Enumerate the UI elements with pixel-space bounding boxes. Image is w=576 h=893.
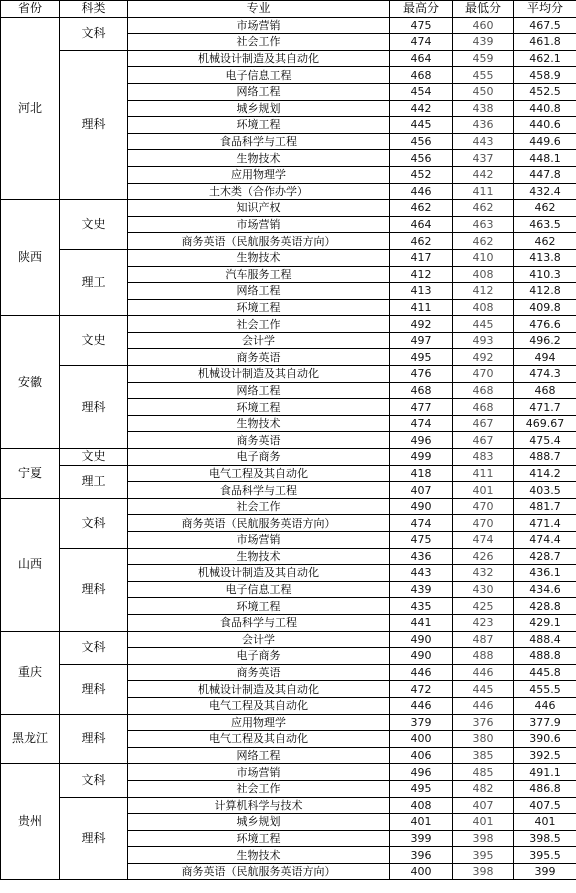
table-header-row (1, 1, 576, 18)
province-cell: 重庆 (1, 631, 60, 714)
max-score-cell: 464 (390, 216, 453, 233)
header-major: 专业 (128, 1, 390, 18)
max-score-cell: 496 (390, 764, 453, 781)
min-score-cell: 467 (453, 415, 514, 432)
min-score-cell: 470 (453, 498, 514, 515)
major-cell: 食品科学与工程 (128, 482, 390, 499)
avg-score-cell: 458.9 (514, 67, 576, 84)
min-score-cell: 423 (453, 614, 514, 631)
major-cell: 电子信息工程 (128, 581, 390, 598)
province-cell: 贵州 (1, 764, 60, 880)
max-score-cell: 399 (390, 830, 453, 847)
max-score-cell: 446 (390, 664, 453, 681)
min-score-cell: 408 (453, 266, 514, 283)
min-score-cell: 445 (453, 681, 514, 698)
max-score-cell: 442 (390, 100, 453, 117)
min-score-cell: 436 (453, 117, 514, 134)
max-score-cell: 454 (390, 83, 453, 100)
min-score-cell: 439 (453, 34, 514, 51)
table-row (1, 664, 576, 681)
avg-score-cell: 486.8 (514, 780, 576, 797)
min-score-cell: 443 (453, 133, 514, 150)
min-score-cell: 467 (453, 432, 514, 449)
avg-score-cell: 462 (514, 233, 576, 250)
avg-score-cell: 403.5 (514, 482, 576, 499)
major-cell: 网络工程 (128, 382, 390, 399)
major-cell: 市场营销 (128, 532, 390, 549)
major-cell: 电气工程及其自动化 (128, 697, 390, 714)
min-score-cell: 487 (453, 631, 514, 648)
avg-score-cell: 455.5 (514, 681, 576, 698)
min-score-cell: 462 (453, 233, 514, 250)
avg-score-cell: 463.5 (514, 216, 576, 233)
max-score-cell: 499 (390, 449, 453, 466)
avg-score-cell: 412.8 (514, 283, 576, 300)
min-score-cell: 376 (453, 714, 514, 731)
table-row (1, 316, 576, 333)
min-score-cell: 442 (453, 166, 514, 183)
min-score-cell: 488 (453, 648, 514, 665)
major-cell: 商务英语 (128, 664, 390, 681)
max-score-cell: 407 (390, 482, 453, 499)
max-score-cell: 413 (390, 283, 453, 300)
header-min-score: 最低分 (453, 1, 514, 18)
avg-score-cell: 377.9 (514, 714, 576, 731)
table-row (1, 714, 576, 731)
major-cell: 电气工程及其自动化 (128, 465, 390, 482)
major-cell: 城乡规划 (128, 100, 390, 117)
min-score-cell: 412 (453, 283, 514, 300)
min-score-cell: 395 (453, 847, 514, 864)
min-score-cell: 459 (453, 50, 514, 67)
min-score-cell: 450 (453, 83, 514, 100)
avg-score-cell: 428.7 (514, 548, 576, 565)
major-cell: 商务英语（民航服务英语方向） (128, 233, 390, 250)
max-score-cell: 412 (390, 266, 453, 283)
major-cell: 土木类（合作办学） (128, 183, 390, 200)
major-cell: 环境工程 (128, 117, 390, 134)
major-cell: 商务英语 (128, 349, 390, 366)
avg-score-cell: 409.8 (514, 299, 576, 316)
min-score-cell: 485 (453, 764, 514, 781)
avg-score-cell: 471.7 (514, 399, 576, 416)
category-cell: 理科 (60, 548, 128, 631)
min-score-cell: 470 (453, 366, 514, 383)
min-score-cell: 482 (453, 780, 514, 797)
major-cell: 机械设计制造及其自动化 (128, 366, 390, 383)
major-cell: 会计学 (128, 631, 390, 648)
min-score-cell: 426 (453, 548, 514, 565)
min-score-cell: 446 (453, 664, 514, 681)
min-score-cell: 438 (453, 100, 514, 117)
avg-score-cell: 407.5 (514, 797, 576, 814)
max-score-cell: 406 (390, 747, 453, 764)
max-score-cell: 462 (390, 233, 453, 250)
min-score-cell: 398 (453, 863, 514, 880)
max-score-cell: 408 (390, 797, 453, 814)
avg-score-cell: 467.5 (514, 17, 576, 34)
province-cell: 宁夏 (1, 449, 60, 499)
max-score-cell: 475 (390, 17, 453, 34)
major-cell: 环境工程 (128, 598, 390, 615)
major-cell: 食品科学与工程 (128, 133, 390, 150)
category-cell: 文科 (60, 17, 128, 50)
min-score-cell: 468 (453, 382, 514, 399)
min-score-cell: 408 (453, 299, 514, 316)
min-score-cell: 398 (453, 830, 514, 847)
header-avg-score: 平均分 (514, 1, 576, 18)
avg-score-cell: 491.1 (514, 764, 576, 781)
avg-score-cell: 461.8 (514, 34, 576, 51)
category-cell: 文科 (60, 631, 128, 664)
max-score-cell: 490 (390, 498, 453, 515)
major-cell: 生物技术 (128, 150, 390, 167)
avg-score-cell: 488.4 (514, 631, 576, 648)
major-cell: 应用物理学 (128, 166, 390, 183)
table-row (1, 797, 576, 814)
major-cell: 环境工程 (128, 299, 390, 316)
max-score-cell: 495 (390, 349, 453, 366)
major-cell: 商务英语（民航服务英语方向） (128, 515, 390, 532)
avg-score-cell: 440.8 (514, 100, 576, 117)
avg-score-cell: 395.5 (514, 847, 576, 864)
min-score-cell: 460 (453, 17, 514, 34)
max-score-cell: 411 (390, 299, 453, 316)
avg-score-cell: 445.8 (514, 664, 576, 681)
table-row (1, 498, 576, 515)
max-score-cell: 468 (390, 67, 453, 84)
avg-score-cell: 447.8 (514, 166, 576, 183)
min-score-cell: 430 (453, 581, 514, 598)
max-score-cell: 439 (390, 581, 453, 598)
min-score-cell: 432 (453, 565, 514, 582)
avg-score-cell: 474.3 (514, 366, 576, 383)
avg-score-cell: 440.6 (514, 117, 576, 134)
avg-score-cell: 428.8 (514, 598, 576, 615)
avg-score-cell: 448.1 (514, 150, 576, 167)
category-cell: 理工 (60, 249, 128, 315)
max-score-cell: 462 (390, 200, 453, 217)
major-cell: 会计学 (128, 332, 390, 349)
min-score-cell: 455 (453, 67, 514, 84)
min-score-cell: 468 (453, 399, 514, 416)
min-score-cell: 483 (453, 449, 514, 466)
major-cell: 生物技术 (128, 548, 390, 565)
max-score-cell: 474 (390, 515, 453, 532)
major-cell: 市场营销 (128, 764, 390, 781)
avg-score-cell: 469.67 (514, 415, 576, 432)
max-score-cell: 396 (390, 847, 453, 864)
avg-score-cell: 434.6 (514, 581, 576, 598)
min-score-cell: 411 (453, 465, 514, 482)
avg-score-cell: 414.2 (514, 465, 576, 482)
max-score-cell: 464 (390, 50, 453, 67)
category-cell: 文科 (60, 764, 128, 797)
max-score-cell: 445 (390, 117, 453, 134)
major-cell: 应用物理学 (128, 714, 390, 731)
category-cell: 文史 (60, 200, 128, 250)
major-cell: 生物技术 (128, 249, 390, 266)
avg-score-cell: 413.8 (514, 249, 576, 266)
avg-score-cell: 390.6 (514, 731, 576, 748)
major-cell: 汽车服务工程 (128, 266, 390, 283)
max-score-cell: 436 (390, 548, 453, 565)
major-cell: 机械设计制造及其自动化 (128, 50, 390, 67)
max-score-cell: 490 (390, 631, 453, 648)
min-score-cell: 437 (453, 150, 514, 167)
major-cell: 市场营销 (128, 17, 390, 34)
major-cell: 市场营销 (128, 216, 390, 233)
min-score-cell: 470 (453, 515, 514, 532)
avg-score-cell: 476.6 (514, 316, 576, 333)
avg-score-cell: 399 (514, 863, 576, 880)
table-row (1, 366, 576, 383)
category-cell: 文史 (60, 449, 128, 466)
max-score-cell: 474 (390, 34, 453, 51)
province-cell: 河北 (1, 17, 60, 200)
province-cell: 安徽 (1, 316, 60, 449)
min-score-cell: 462 (453, 200, 514, 217)
table-row (1, 249, 576, 266)
max-score-cell: 435 (390, 598, 453, 615)
max-score-cell: 497 (390, 332, 453, 349)
major-cell: 商务英语 (128, 432, 390, 449)
major-cell: 生物技术 (128, 847, 390, 864)
max-score-cell: 400 (390, 731, 453, 748)
max-score-cell: 379 (390, 714, 453, 731)
major-cell: 电气工程及其自动化 (128, 731, 390, 748)
avg-score-cell: 481.7 (514, 498, 576, 515)
major-cell: 机械设计制造及其自动化 (128, 681, 390, 698)
header-category: 科类 (60, 1, 128, 18)
max-score-cell: 443 (390, 565, 453, 582)
major-cell: 食品科学与工程 (128, 614, 390, 631)
table-row (1, 631, 576, 648)
min-score-cell: 474 (453, 532, 514, 549)
major-cell: 环境工程 (128, 399, 390, 416)
major-cell: 网络工程 (128, 283, 390, 300)
max-score-cell: 496 (390, 432, 453, 449)
max-score-cell: 495 (390, 780, 453, 797)
min-score-cell: 411 (453, 183, 514, 200)
header-max-score: 最高分 (390, 1, 453, 18)
max-score-cell: 441 (390, 614, 453, 631)
major-cell: 环境工程 (128, 830, 390, 847)
avg-score-cell: 494 (514, 349, 576, 366)
avg-score-cell: 429.1 (514, 614, 576, 631)
major-cell: 社会工作 (128, 498, 390, 515)
avg-score-cell: 449.6 (514, 133, 576, 150)
max-score-cell: 472 (390, 681, 453, 698)
major-cell: 社会工作 (128, 34, 390, 51)
min-score-cell: 410 (453, 249, 514, 266)
max-score-cell: 400 (390, 863, 453, 880)
major-cell: 商务英语（民航服务英语方向） (128, 863, 390, 880)
avg-score-cell: 398.5 (514, 830, 576, 847)
min-score-cell: 493 (453, 332, 514, 349)
avg-score-cell: 468 (514, 382, 576, 399)
max-score-cell: 474 (390, 415, 453, 432)
avg-score-cell: 410.3 (514, 266, 576, 283)
avg-score-cell: 462 (514, 200, 576, 217)
major-cell: 网络工程 (128, 747, 390, 764)
major-cell: 社会工作 (128, 780, 390, 797)
min-score-cell: 445 (453, 316, 514, 333)
avg-score-cell: 436.1 (514, 565, 576, 582)
max-score-cell: 490 (390, 648, 453, 665)
avg-score-cell: 452.5 (514, 83, 576, 100)
major-cell: 电子信息工程 (128, 67, 390, 84)
max-score-cell: 476 (390, 366, 453, 383)
max-score-cell: 456 (390, 150, 453, 167)
province-cell: 陕西 (1, 200, 60, 316)
table-row (1, 449, 576, 466)
max-score-cell: 418 (390, 465, 453, 482)
table-body (1, 17, 576, 880)
major-cell: 知识产权 (128, 200, 390, 217)
min-score-cell: 463 (453, 216, 514, 233)
table-row (1, 548, 576, 565)
max-score-cell: 446 (390, 183, 453, 200)
avg-score-cell: 471.4 (514, 515, 576, 532)
category-cell: 文科 (60, 498, 128, 548)
avg-score-cell: 475.4 (514, 432, 576, 449)
avg-score-cell: 488.7 (514, 449, 576, 466)
table-row (1, 17, 576, 34)
avg-score-cell: 462.1 (514, 50, 576, 67)
max-score-cell: 475 (390, 532, 453, 549)
table-row (1, 764, 576, 781)
table-row (1, 50, 576, 67)
max-score-cell: 492 (390, 316, 453, 333)
avg-score-cell: 474.4 (514, 532, 576, 549)
min-score-cell: 425 (453, 598, 514, 615)
table-row (1, 200, 576, 217)
min-score-cell: 385 (453, 747, 514, 764)
major-cell: 电子商务 (128, 449, 390, 466)
category-cell: 文史 (60, 316, 128, 366)
major-cell: 网络工程 (128, 83, 390, 100)
category-cell: 理科 (60, 50, 128, 199)
major-cell: 生物技术 (128, 415, 390, 432)
avg-score-cell: 446 (514, 697, 576, 714)
min-score-cell: 401 (453, 814, 514, 831)
table-row (1, 465, 576, 482)
category-cell: 理科 (60, 366, 128, 449)
avg-score-cell: 488.8 (514, 648, 576, 665)
category-cell: 理科 (60, 664, 128, 714)
category-cell: 理科 (60, 714, 128, 764)
min-score-cell: 492 (453, 349, 514, 366)
major-cell: 电子商务 (128, 648, 390, 665)
min-score-cell: 407 (453, 797, 514, 814)
avg-score-cell: 392.5 (514, 747, 576, 764)
province-cell: 黑龙江 (1, 714, 60, 764)
max-score-cell: 446 (390, 697, 453, 714)
avg-score-cell: 496.2 (514, 332, 576, 349)
header-province: 省份 (1, 1, 60, 18)
major-cell: 城乡规划 (128, 814, 390, 831)
province-cell: 山西 (1, 498, 60, 631)
min-score-cell: 380 (453, 731, 514, 748)
min-score-cell: 446 (453, 697, 514, 714)
avg-score-cell: 432.4 (514, 183, 576, 200)
max-score-cell: 456 (390, 133, 453, 150)
max-score-cell: 417 (390, 249, 453, 266)
min-score-cell: 401 (453, 482, 514, 499)
max-score-cell: 477 (390, 399, 453, 416)
max-score-cell: 452 (390, 166, 453, 183)
max-score-cell: 401 (390, 814, 453, 831)
major-cell: 机械设计制造及其自动化 (128, 565, 390, 582)
avg-score-cell: 401 (514, 814, 576, 831)
category-cell: 理科 (60, 797, 128, 880)
major-cell: 计算机科学与技术 (128, 797, 390, 814)
category-cell: 理工 (60, 465, 128, 498)
max-score-cell: 468 (390, 382, 453, 399)
major-cell: 社会工作 (128, 316, 390, 333)
